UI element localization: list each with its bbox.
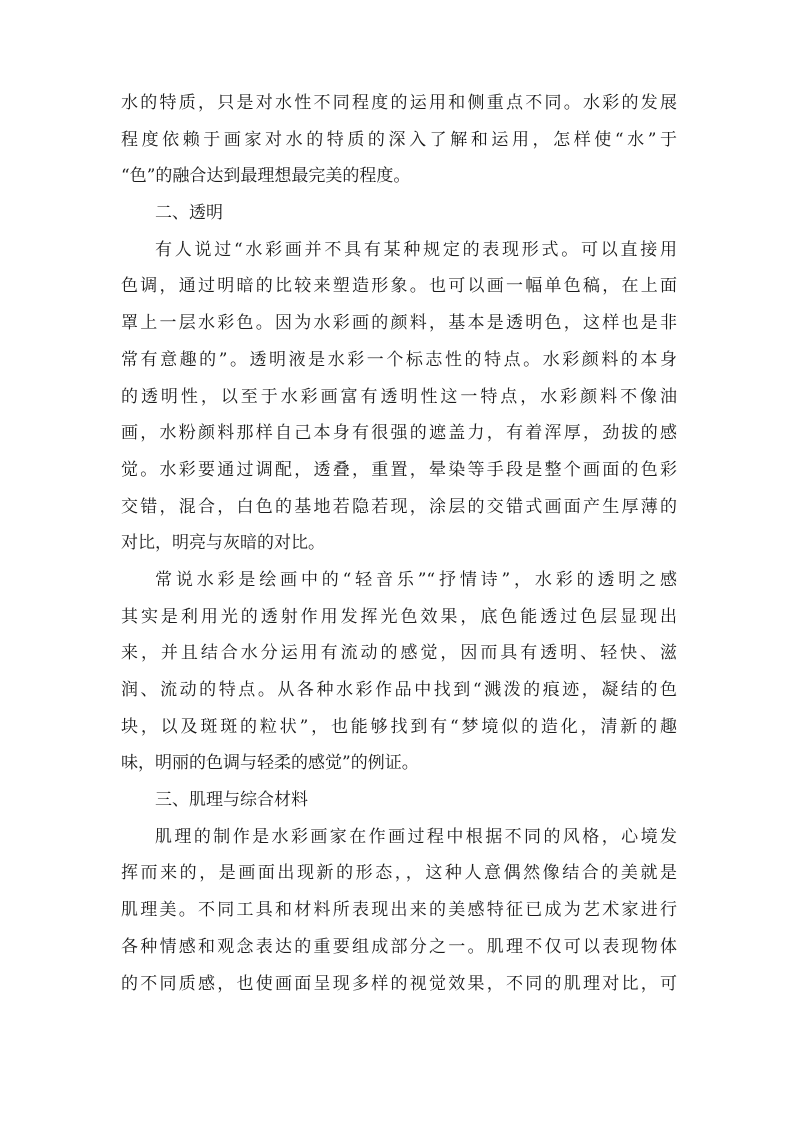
- text-line: 肌理美。不同工具和材料所表现出来的美感特征已成为艺术家进行: [121, 900, 677, 921]
- text-line: 挥而来的，是画面出现新的形态，，这种人意偶然像结合的美就是: [121, 863, 677, 884]
- text-line: 块，以及斑斑的粒状”，也能够找到有“梦境似的造化，清新的趣: [121, 716, 677, 737]
- text-line: 交错，混合，白色的基地若隐若现，涂层的交错式画面产生厚薄的: [121, 496, 677, 517]
- text-line: 觉。水彩要通过调配，透叠，重置，晕染等手段是整个画面的色彩: [121, 459, 677, 480]
- text-line: 来，并且结合水分运用有流动的感觉，因而具有透明、轻快、滋: [121, 643, 677, 664]
- text-line: 肌理的制作是水彩画家在作画过程中根据不同的风格，心境发: [155, 826, 677, 847]
- text-line: 润、流动的特点。从各种水彩作品中找到“溅泼的痕迹，凝结的色: [121, 680, 677, 700]
- text-line: 各种情感和观念表达的重要组成部分之一。肌理不仅可以表现物体: [121, 936, 677, 957]
- text-line: “色”的融合达到最理想最完美的程度。: [121, 166, 411, 187]
- text-line: 色调，通过明暗的比较来塑造形象。也可以画一幅单色稿，在上面: [121, 276, 677, 297]
- text-line: 的不同质感，也使画面呈现多样的视觉效果，不同的肌理对比，可: [121, 973, 677, 994]
- text-line: 常有意趣的”。透明液是水彩一个标志性的特点。水彩颜料的本身: [121, 349, 677, 370]
- text-line: 画，水粉颜料那样自己本身有很强的遮盖力，有着浑厚，劲拔的感: [121, 423, 677, 444]
- text-line: 有人说过“水彩画并不具有某种规定的表现形式。可以直接用: [155, 239, 677, 260]
- text-line: 二、透明: [155, 203, 223, 224]
- text-line: 程度依赖于画家对水的特质的深入了解和运用，怎样使“水”于: [121, 129, 677, 150]
- text-line: 三、肌理与综合材料: [155, 790, 308, 811]
- document-body: [121, 85, 677, 1002]
- text-line: 水的特质，只是对水性不同程度的运用和侧重点不同。水彩的发展: [121, 93, 677, 113]
- text-line: 味，明丽的色调与轻柔的感觉”的例证。: [121, 753, 419, 774]
- text-line: 对比，明亮与灰暗的对比。: [121, 533, 325, 554]
- text-line: 常说水彩是绘画中的“轻音乐”“抒情诗”，水彩的透明之感: [155, 569, 677, 590]
- text-line: 的透明性，以至于水彩画富有透明性这一特点，水彩颜料不像油: [121, 386, 677, 407]
- text-line: 其实是利用光的透射作用发挥光色效果，底色能透过色层显现出: [121, 606, 677, 627]
- text-line: 罩上一层水彩色。因为水彩画的颜料，基本是透明色，这样也是非: [121, 313, 677, 334]
